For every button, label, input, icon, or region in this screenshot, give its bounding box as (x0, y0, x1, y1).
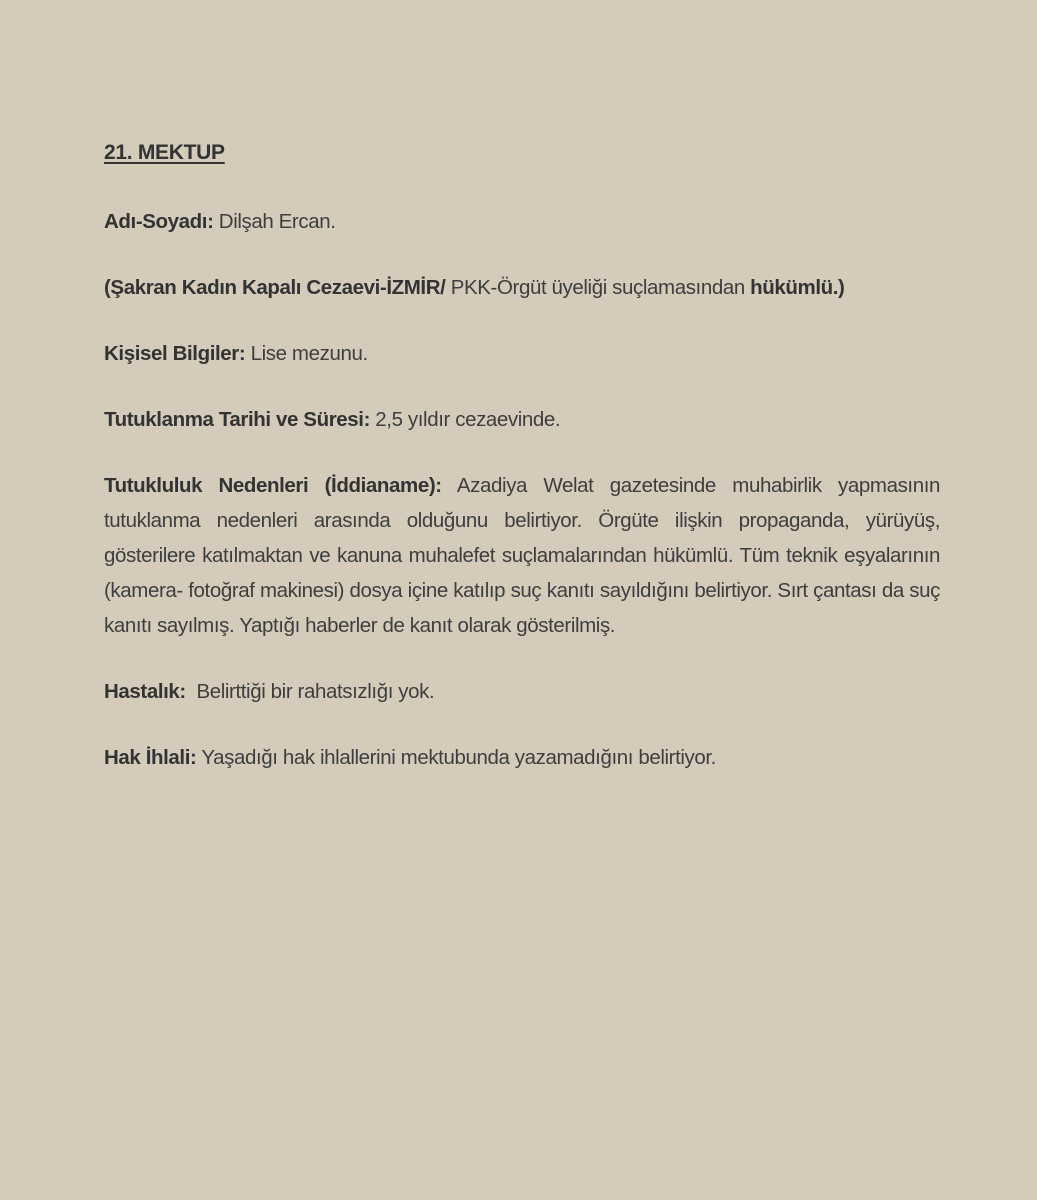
letter-title: 21. MEKTUP (104, 141, 225, 164)
rights-violation-value: Yaşadığı hak ihlallerini mektubunda yazamadığını belirtiyor. (196, 746, 716, 769)
reasons-value: Azadiya Welat gazetesinde muhabirlik yapmasının tutuklanma nedenleri arasında olduğunu belirtiyor. Örgüte ilişkin propaganda, yürüyüş, gösterilere katılmaktan ve kanuna muhalefet suçlamalarından hükümlü. Tüm teknik eşyalarının (kamera- fotoğraf makinesi) dosya içine katılıp suç kanıtı sayıldığını belirtiyor. Sırt çantası da suç kanıtı sayılmış. Yaptığı haberler de kanıt olarak gösterilmiş. (104, 474, 941, 637)
rights-violation-field (104, 740, 940, 775)
reasons-label: Tutukluluk Nedenleri (İddianame): (104, 474, 442, 497)
name-value: Dilşah Ercan. (213, 210, 336, 233)
reasons-field (104, 468, 940, 643)
name-field (104, 204, 940, 239)
personal-info-label: Kişisel Bilgiler: (104, 342, 246, 365)
prison-field (104, 270, 940, 305)
rights-violation-label: Hak İhlali: (104, 746, 197, 769)
detention-field (104, 402, 940, 437)
name-label: Adı-Soyadı: (104, 210, 214, 233)
detention-label: Tutuklanma Tarihi ve Süresi: (104, 408, 371, 431)
detention-value: 2,5 yıldır cezaevinde. (370, 408, 561, 431)
personal-info-field (104, 336, 940, 371)
illness-value: Belirttiği bir rahatsızlığı yok. (185, 680, 435, 703)
prison-label: (Şakran Kadın Kapalı Cezaevi-İZMİR/ (104, 276, 446, 299)
document-page (104, 136, 940, 805)
personal-info-value: Lise mezunu. (245, 342, 368, 365)
illness-field (104, 674, 940, 709)
illness-label: Hastalık: (104, 680, 186, 703)
prison-charge: PKK-Örgüt üyeliği suçlamasından (445, 276, 751, 299)
prison-status: hükümlü.) (750, 276, 845, 299)
